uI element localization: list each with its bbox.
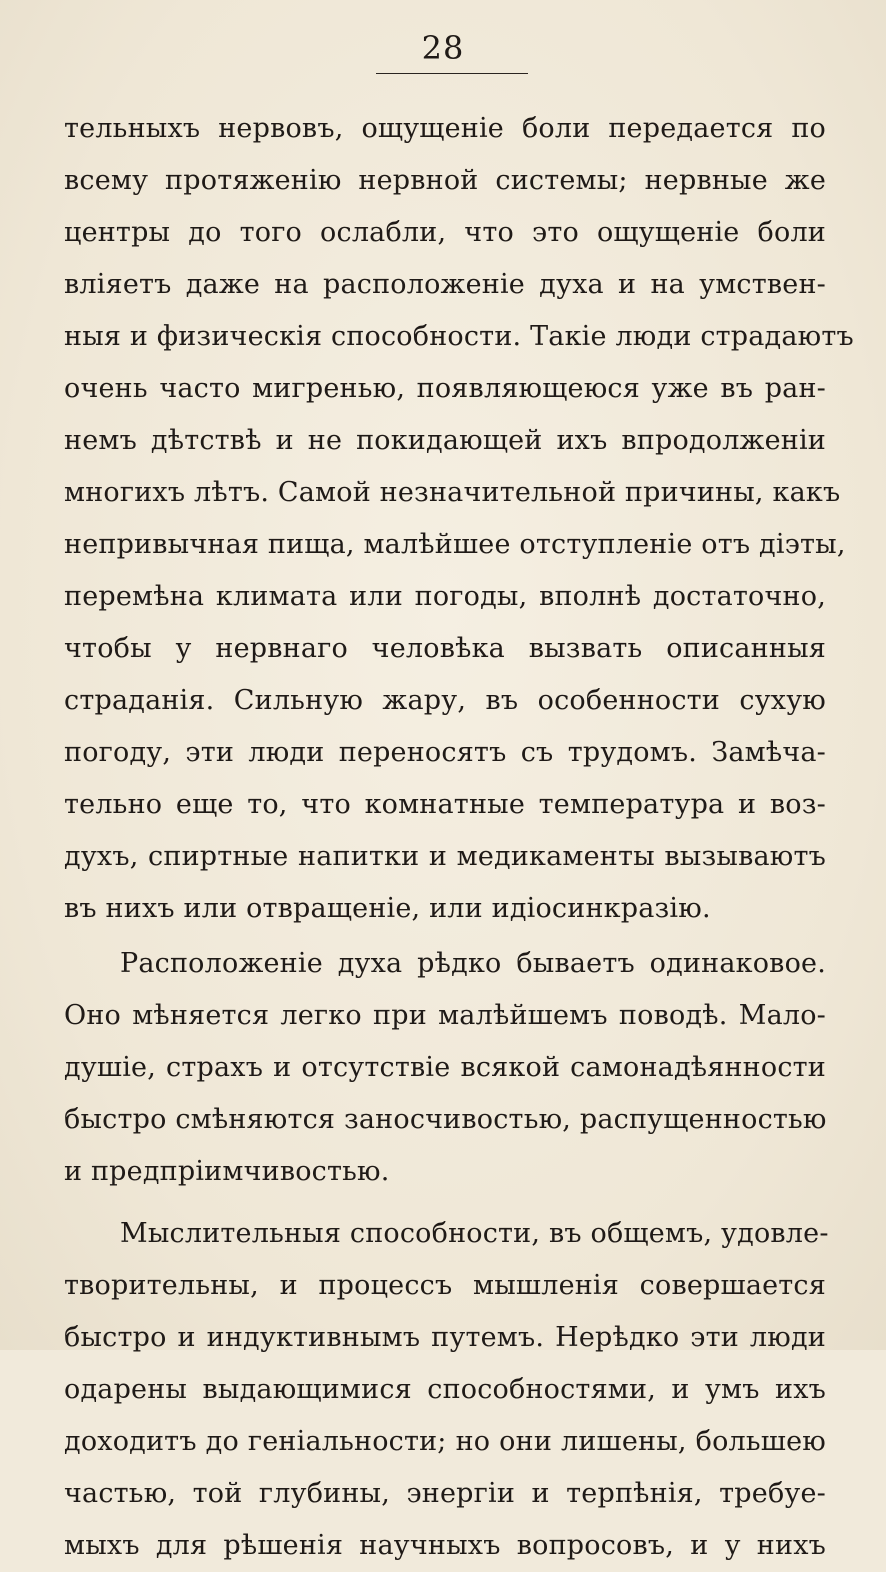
text-line: творительны, и процессъ мышленія совершается: [64, 1270, 826, 1301]
text-line: мыхъ для рѣшенія научныхъ вопросовъ, и у нихъ: [64, 1530, 826, 1561]
paragraph-2: [64, 938, 826, 1198]
text-line: чтобы у нервнаго человѣка вызвать описанныя: [64, 633, 826, 664]
text-line: погоду, эти люди переносятъ съ трудомъ. Замѣча-: [64, 737, 826, 768]
text-line: Расположеніе духа рѣдко бываетъ одинаковое.: [120, 948, 826, 979]
paragraph-3: [64, 1208, 829, 1572]
text-line: быстро смѣняются заносчивостью, распущенностью: [64, 1104, 827, 1135]
body-text: [64, 103, 854, 1572]
text-line: быстро и индуктивнымъ путемъ. Нерѣдко эти люди: [64, 1322, 826, 1353]
text-line: Мыслительныя способности, въ общемъ, удовле-: [120, 1218, 829, 1249]
page-number: 28: [421, 29, 465, 67]
paragraph-gap: [64, 1198, 826, 1208]
text-line: непривычная пища, малѣйшее отступленіе отъ діэты,: [64, 529, 846, 560]
text-line: тельно еще то, что комнатные температура и воз-: [64, 789, 826, 820]
text-line: немъ дѣтствѣ и не покидающей ихъ впродолженіи: [64, 425, 826, 456]
text-line: Оно мѣняется легко при малѣйшемъ поводѣ. Мало-: [64, 1000, 826, 1031]
text-line: душіе, страхъ и отсутствіе всякой самонадѣянности: [64, 1052, 826, 1083]
text-line: вліяетъ даже на расположеніе духа и на умствен-: [64, 269, 826, 300]
text-line: тельныхъ нервовъ, ощущеніе боли передается по: [64, 113, 826, 144]
text-line: духъ, спиртные напитки и медикаменты вызываютъ: [64, 841, 826, 872]
text-line: страданія. Сильную жару, въ особенности сухую: [64, 685, 826, 716]
text-line: всему протяженію нервной системы; нервные же: [64, 165, 826, 196]
text-line: одарены выдающимися способностями, и умъ ихъ: [64, 1374, 826, 1405]
text-line: ныя и физическія способности. Такіе люди страдаютъ: [64, 321, 854, 352]
text-line: центры до того ослабли, что это ощущеніе боли: [64, 217, 826, 248]
text-line: доходитъ до геніальности; но они лишены, большею: [64, 1426, 826, 1457]
text-line: частью, той глубины, энергіи и терпѣнія, требуе-: [64, 1478, 826, 1509]
text-line: очень часто мигренью, появляющеюся уже въ ран-: [64, 373, 826, 404]
header-rule: [376, 73, 528, 74]
text-line: и предпріимчивостью.: [64, 1156, 390, 1187]
text-line: многихъ лѣтъ. Самой незначительной причины, какъ: [64, 477, 841, 508]
text-line: перемѣна климата или погоды, вполнѣ достаточно,: [64, 581, 826, 612]
text-line: въ нихъ или отвращеніе, или идіосинкразію.: [64, 893, 711, 924]
paragraph-1: [64, 103, 854, 935]
